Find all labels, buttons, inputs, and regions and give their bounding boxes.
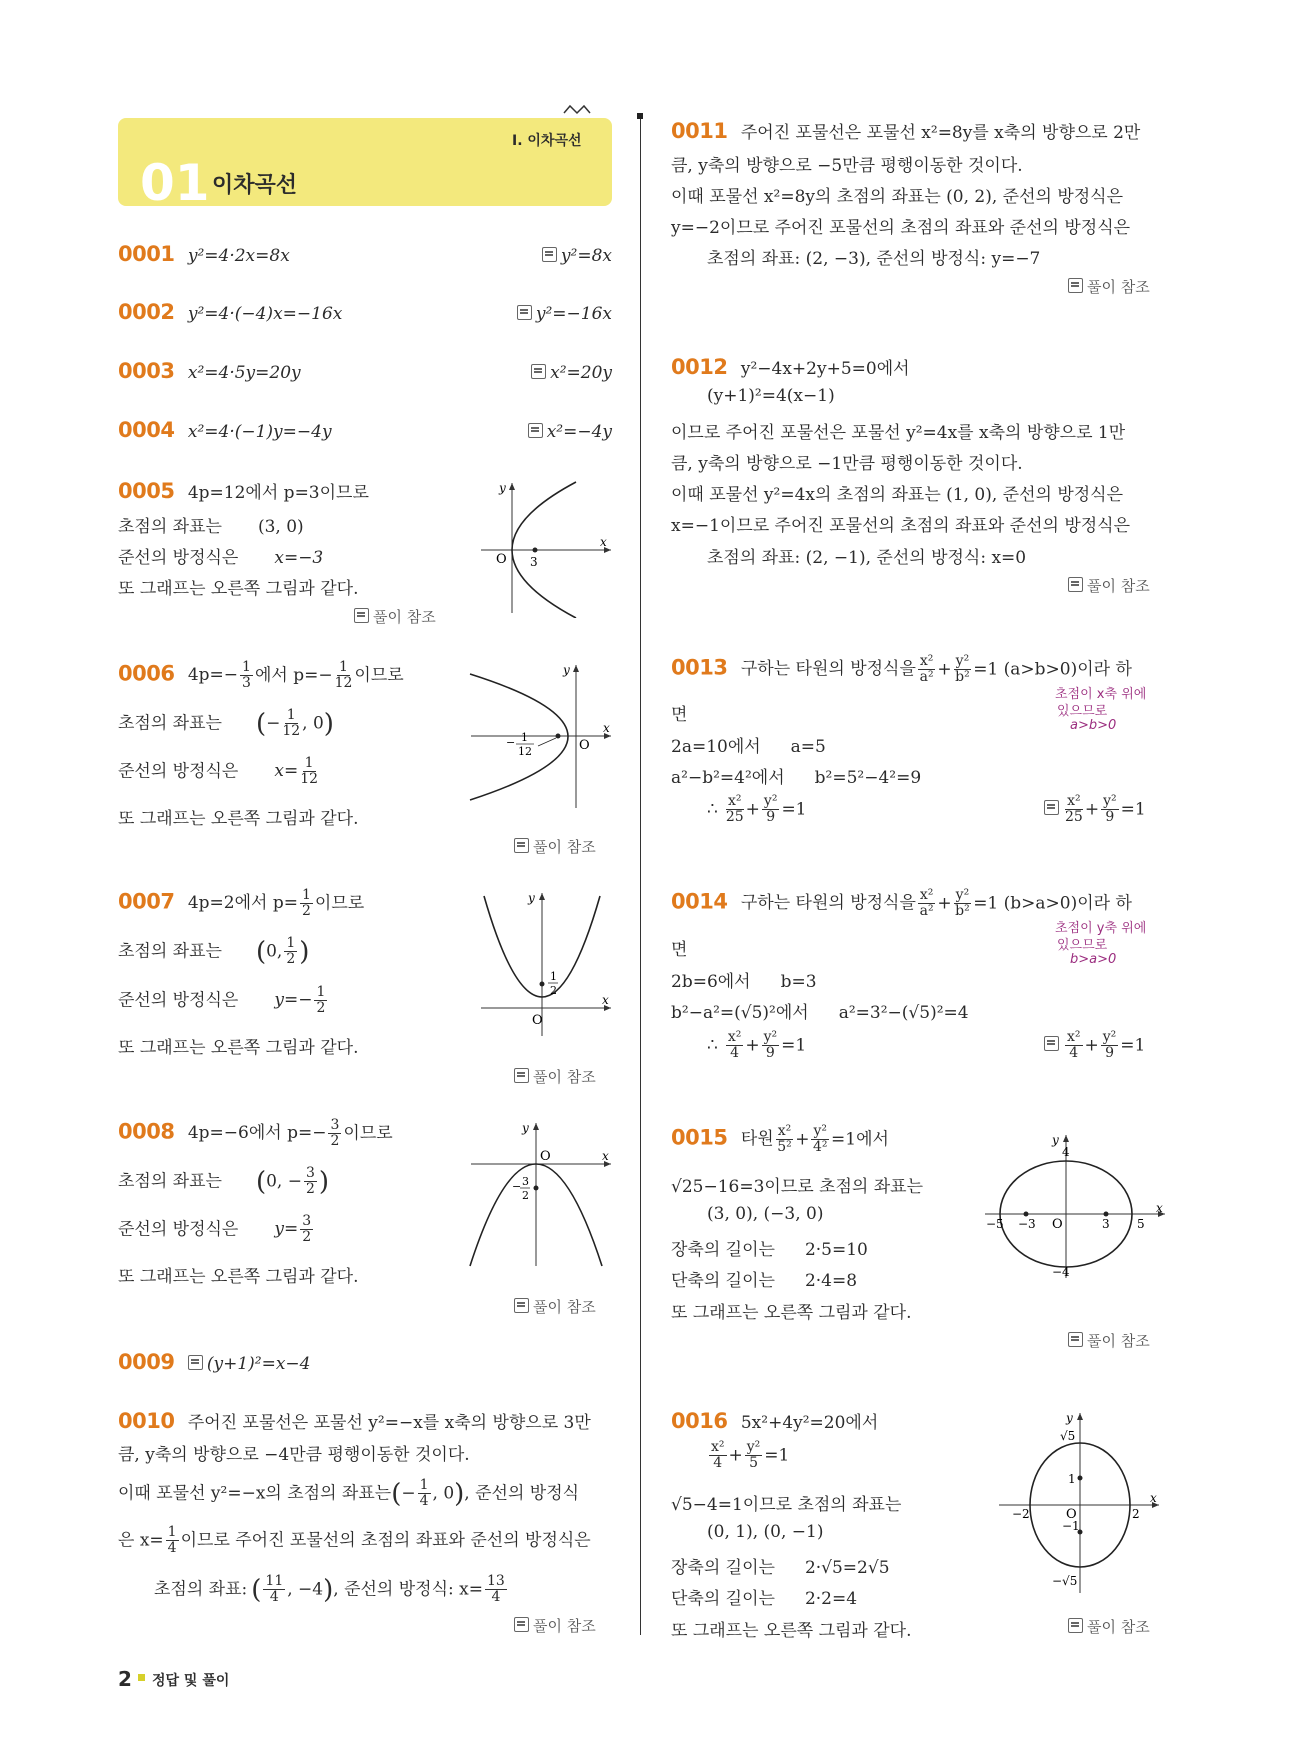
solution-line: (3, 0), (−3, 0) — [707, 1204, 824, 1224]
answer-icon — [1068, 278, 1083, 293]
annotation: 초점이 x축 위에 — [1055, 687, 1147, 702]
parabola-graph-0006 — [466, 660, 616, 810]
annotation: b>a>0 — [1070, 952, 1117, 967]
answer-icon — [514, 838, 529, 853]
graph-label: −1 — [1062, 1519, 1080, 1533]
solution-line: 단축의 길이는 2·4=8 — [671, 1271, 858, 1291]
graph-label: y — [1066, 1411, 1073, 1425]
problem-0008: 0008 4p=−6에서 p=− $\frac{3}{2}$ 이므로 — [118, 1117, 393, 1150]
answer-0016: 풀이 참조 — [1068, 1616, 1150, 1637]
problem-number: 0002 — [118, 300, 175, 324]
graph-label: 3 — [1102, 1217, 1110, 1231]
solution-line: 또 그래프는 오른쪽 그림과 같다. — [671, 1303, 912, 1323]
answer-icon — [1044, 800, 1059, 815]
graph-label: −2 — [1012, 1507, 1030, 1521]
answer-icon — [514, 1068, 529, 1083]
solution-line: 준선의 방정식은 x= $\frac{1}{12}$ — [118, 755, 319, 788]
answer-icon — [188, 1355, 203, 1370]
ellipse-graph-0016 — [994, 1408, 1164, 1598]
graph-label: − — [512, 1180, 522, 1193]
solution: x²=4·5y=20y — [187, 363, 301, 383]
solution-line: y=−2이므로 주어진 포물선의 초점의 좌표와 준선의 방정식은 — [671, 218, 1131, 238]
solution-line: 은 x= $\frac{1}{4}$ 이므로 주어진 포물선의 초점의 좌표와 준선의 방정식은 — [118, 1524, 591, 1557]
problem-number: 0012 — [671, 355, 728, 379]
solution-line: 또 그래프는 오른쪽 그림과 같다. — [118, 1038, 359, 1058]
solution-line: 2b=6에서 b=3 — [671, 972, 817, 992]
graph-label: O — [1052, 1217, 1063, 1232]
annotation: a>b>0 — [1070, 718, 1117, 733]
graph-label: −3 — [1018, 1217, 1036, 1231]
footer-square-icon — [138, 1674, 145, 1681]
answer-0005: 풀이 참조 — [354, 606, 436, 627]
chapter-number: 01 — [140, 154, 210, 212]
solution-line: $\frac{\text{x²}}{4}$ + $\frac{\text{y²}}{5}$ =1 — [711, 1439, 790, 1472]
graph-label: x — [602, 1149, 609, 1163]
solution-line: 이때 포물선 y²=4x의 초점의 좌표는 (1, 0), 준선의 방정식은 — [671, 485, 1124, 505]
solution-line: x=−1이므로 주어진 포물선의 초점의 좌표와 준선의 방정식은 — [671, 516, 1131, 536]
footer-label: 정답 및 풀이 — [152, 1673, 230, 1689]
answer-0013: $\frac{\text{x²}}{25}$ + $\frac{\text{y²}}{9}$ =1 — [1044, 794, 1146, 826]
graph-label: 12 — [518, 745, 532, 758]
solution-line: 준선의 방정식은 x=−3 — [118, 548, 324, 568]
solution-line: ∴ $\frac{\text{x²}}{4}$ + $\frac{\text{y²}}{9}$ =1 — [707, 1029, 807, 1062]
answer-icon — [1068, 1332, 1083, 1347]
problem-0015: 0015 타원 $\frac{\text{x²}}{\text{5²}}$ + $\frac{\text{y²}}{\text{4²}}$ =1에서 — [671, 1123, 889, 1156]
chevron-up-icon — [562, 101, 592, 117]
answer-0002: y²=−16x — [517, 304, 612, 324]
problem-0005: 0005 4p=12에서 p=3이므로 — [118, 479, 369, 503]
solution-line: 큼, y축의 방향으로 −5만큼 평행이동한 것이다. — [671, 156, 1023, 176]
section-label: Ⅰ. 이차곡선 — [512, 133, 582, 149]
graph-label: −√5 — [1052, 1574, 1078, 1588]
solution-line: 면 — [671, 705, 688, 725]
problem-0016: 0016 5x²+4y²=20에서 — [671, 1409, 879, 1433]
solution-line: 이때 포물선 x²=8y의 초점의 좌표는 (0, 2), 준선의 방정식은 — [671, 187, 1124, 207]
answer-icon — [517, 305, 532, 320]
problem-0006: 0006 4p=− $\frac{1}{3}$ 에서 p=− $\frac{1}{12}$ 이므로 — [118, 659, 404, 692]
graph-label: √5 — [1060, 1429, 1076, 1443]
problem-number: 0008 — [118, 1119, 175, 1144]
problem-0009: 0009 (y+1)²=x−4 — [118, 1350, 311, 1374]
problem-number: 0009 — [118, 1350, 175, 1374]
solution-line: b²−a²=(√5)²에서 a²=3²−(√5)²=4 — [671, 1003, 969, 1023]
solution-line: 초점의 좌표: ( $\frac{11}{4}$ , −4), 준선의 방정식: x= $\frac{13}{4}$ — [154, 1573, 505, 1606]
solution-line: 초점의 좌표: (2, −1), 준선의 방정식: x=0 — [707, 548, 1027, 568]
problem-0014: 0014 구하는 타원의 방정식을 $\frac{\text{x²}}{\text{a²}}$ + $\frac{\text{y²}}{\text{b²}}$ =1 (b>a>0)이라 하 — [671, 887, 1132, 920]
answer-icon — [514, 1298, 529, 1313]
answer-0006: 풀이 참조 — [514, 836, 596, 857]
graph-label: − — [506, 736, 516, 749]
graph-label: x — [603, 721, 610, 735]
problem-number: 0003 — [118, 359, 175, 383]
problem-0002 — [118, 300, 342, 324]
answer-icon — [1068, 1618, 1083, 1633]
problem-number: 0016 — [671, 1409, 728, 1433]
solution-line: 초점의 좌표는 (− $\frac{1}{12}$ , 0) — [118, 707, 334, 740]
answer-0011: 풀이 참조 — [1068, 276, 1150, 297]
problem-number: 0005 — [118, 479, 175, 503]
solution-line: 또 그래프는 오른쪽 그림과 같다. — [118, 579, 359, 599]
solution-line: 또 그래프는 오른쪽 그림과 같다. — [671, 1621, 912, 1641]
graph-label: O — [579, 738, 590, 753]
problem-0011: 0011 주어진 포물선은 포물선 x²=8y를 x축의 방향으로 2만 — [671, 119, 1141, 143]
solution-line: 이때 포물선 y²=−x의 초점의 좌표는(− $\frac{1}{4}$ , 0), 준선의 방정식 — [118, 1477, 580, 1510]
solution: y²=4·2x=8x — [187, 246, 290, 266]
problem-0001 — [118, 242, 290, 266]
solution-line: a²−b²=4²에서 b²=5²−4²=9 — [671, 768, 922, 788]
problem-number: 0004 — [118, 418, 175, 442]
annotation: 있으므로 — [1057, 938, 1108, 953]
answer-0015: 풀이 참조 — [1068, 1330, 1150, 1351]
parabola-graph-0008 — [466, 1118, 616, 1268]
answer-icon — [542, 247, 557, 262]
graph-label: y — [528, 891, 535, 905]
problem-number: 0010 — [118, 1409, 175, 1433]
problem-0013: 0013 구하는 타원의 방정식을 $\frac{\text{x²}}{\text{a²}}$ + $\frac{\text{y²}}{\text{b²}}$ =1 (a>b>0)이라 하 — [671, 653, 1132, 686]
parabola-graph-0007 — [476, 888, 616, 1038]
problem-number: 0007 — [118, 889, 175, 914]
answer-0001: y²=8x — [542, 246, 612, 266]
answer-icon — [531, 364, 546, 379]
problem-number: 0001 — [118, 242, 175, 266]
graph-label: 4 — [1062, 1145, 1070, 1159]
solution-line: √25−16=3이므로 초점의 좌표는 — [671, 1177, 924, 1197]
solution-line: 큼, y축의 방향으로 −4만큼 평행이동한 것이다. — [118, 1445, 470, 1465]
solution-line: 장축의 길이는 2·5=10 — [671, 1240, 868, 1260]
answer-icon — [1068, 577, 1083, 592]
graph-label: 1 — [521, 731, 528, 744]
graph-label: y — [499, 481, 506, 495]
solution: x²=4·(−1)y=−4y — [187, 422, 332, 442]
solution-line: (0, 1), (0, −1) — [707, 1522, 824, 1542]
solution-line: 또 그래프는 오른쪽 그림과 같다. — [118, 1267, 359, 1287]
graph-label: x — [1150, 1491, 1157, 1505]
solution-line: 초점의 좌표는 (3, 0) — [118, 517, 304, 537]
column-divider — [640, 115, 641, 1635]
problem-0007: 0007 4p=2에서 p= $\frac{1}{2}$ 이므로 — [118, 887, 365, 920]
answer-0012: 풀이 참조 — [1068, 575, 1150, 596]
solution-line: 2a=10에서 a=5 — [671, 737, 826, 757]
graph-label: 2 — [522, 1189, 529, 1202]
graph-label: 3 — [530, 555, 538, 569]
solution-line: 초점의 좌표는 (0, − $\frac{3}{2}$ ) — [118, 1165, 330, 1198]
problem-0012: 0012 y²−4x+2y+5=0에서 — [671, 355, 910, 379]
solution-line: 큼, y축의 방향으로 −1만큼 평행이동한 것이다. — [671, 454, 1023, 474]
solution-line: 또 그래프는 오른쪽 그림과 같다. — [118, 809, 359, 829]
answer-0014: $\frac{\text{x²}}{4}$ + $\frac{\text{y²}}{9}$ =1 — [1044, 1030, 1145, 1062]
problem-0010: 0010 주어진 포물선은 포물선 y²=−x를 x축의 방향으로 3만 — [118, 1409, 591, 1433]
solution-line: 장축의 길이는 2·√5=2√5 — [671, 1558, 890, 1578]
answer-0008: 풀이 참조 — [514, 1296, 596, 1317]
graph-label: x — [600, 535, 607, 549]
solution-line: 준선의 방정식은 y= $\frac{3}{2}$ — [118, 1213, 312, 1246]
column-marker — [637, 113, 643, 119]
graph-label: y — [563, 663, 570, 677]
answer-icon — [354, 608, 369, 623]
solution-line: √5−4=1이므로 초점의 좌표는 — [671, 1495, 902, 1515]
problem-number: 0006 — [118, 661, 175, 686]
solution-line: 이므로 주어진 포물선은 포물선 y²=4x를 x축의 방향으로 1만 — [671, 423, 1126, 443]
answer-icon — [514, 1617, 529, 1632]
solution-line: 초점의 좌표: (2, −3), 준선의 방정식: y=−7 — [707, 249, 1041, 269]
problem-number: 0011 — [671, 119, 728, 143]
solution-line: (y+1)²=4(x−1) — [707, 386, 835, 406]
answer-icon — [1044, 1036, 1059, 1051]
graph-label: 1 — [1068, 1472, 1076, 1486]
answer-0007: 풀이 참조 — [514, 1066, 596, 1087]
graph-label: −5 — [986, 1217, 1004, 1231]
annotation: 있으므로 — [1057, 704, 1108, 719]
answer-0010: 풀이 참조 — [514, 1615, 596, 1636]
graph-label: O — [540, 1149, 551, 1164]
graph-label: y — [1052, 1133, 1059, 1147]
solution-line: 준선의 방정식은 y=− $\frac{1}{2}$ — [118, 984, 326, 1017]
graph-label: x — [602, 993, 609, 1007]
problem-number: 0015 — [671, 1125, 728, 1150]
answer-0004: x²=−4y — [528, 422, 612, 442]
solution-line: 단축의 길이는 2·2=4 — [671, 1589, 858, 1609]
graph-label: 2 — [1132, 1507, 1140, 1521]
annotation: 초점이 y축 위에 — [1055, 921, 1147, 936]
chapter-title: 이차곡선 — [212, 173, 298, 198]
solution: y²=4·(−4)x=−16x — [187, 304, 343, 324]
parabola-graph-0005 — [476, 478, 616, 618]
page-number: 2 — [118, 1667, 132, 1691]
solution-line: 면 — [671, 940, 688, 960]
graph-label: y — [522, 1121, 529, 1135]
graph-label: x — [1156, 1201, 1163, 1215]
solution-line: 초점의 좌표는 (0, $\frac{1}{2}$ ) — [118, 935, 310, 968]
graph-label: 3 — [522, 1175, 529, 1188]
graph-label: 5 — [1137, 1217, 1145, 1231]
problem-0004 — [118, 418, 332, 442]
graph-label: O — [496, 552, 507, 567]
graph-label: 1 — [550, 970, 557, 983]
graph-label: −4 — [1052, 1265, 1070, 1279]
problem-number: 0014 — [671, 889, 728, 914]
answer-icon — [528, 423, 543, 438]
ellipse-graph-0015 — [980, 1130, 1170, 1280]
graph-label: O — [1066, 1507, 1077, 1522]
answer-0003: x²=20y — [531, 363, 612, 383]
problem-number: 0013 — [671, 655, 728, 680]
problem-0003 — [118, 359, 301, 383]
solution-line: ∴ $\frac{\text{x²}}{25}$ + $\frac{\text{y²}}{9}$ =1 — [707, 793, 807, 826]
graph-label: O — [532, 1013, 543, 1028]
graph-label: 2 — [550, 984, 557, 997]
